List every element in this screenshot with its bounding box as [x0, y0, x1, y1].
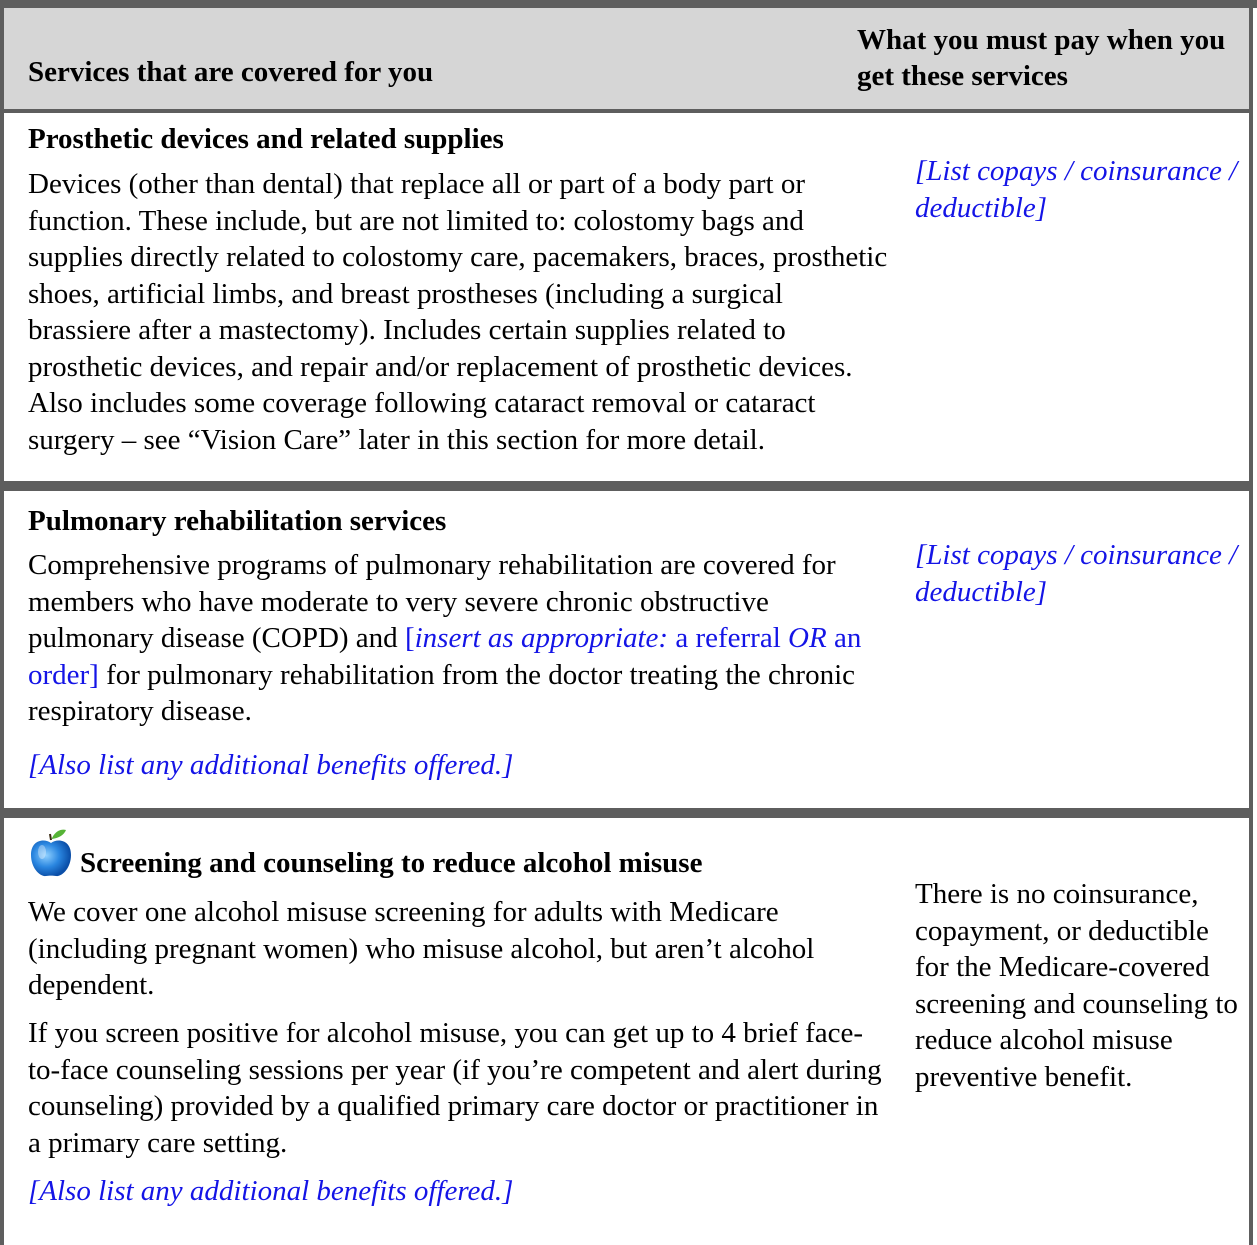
- row-description-1: We cover one alcohol misuse screening for adults with Medicare (including pregnant women) who misuse alcohol, but aren’t alcohol dependent.: [28, 896, 815, 1001]
- table-row-prosthetic: [4, 113, 1249, 491]
- apple-icon: [26, 828, 76, 878]
- row-title: Prosthetic devices and related supplies: [28, 123, 504, 155]
- row-description: [28, 547, 888, 730]
- description-lead: Comprehensive programs of pulmonary rehabilitation are covered for members who have moderate to very severe chronic obstructive pulmonary disease (COPD) and: [28, 549, 836, 654]
- table-row-pulmonary: [4, 491, 1249, 818]
- header-payment-label: What you must pay when you get these services: [857, 24, 1226, 92]
- row-description: Devices (other than dental) that replace all or part of a body part or function. These include, but are not limited to: colostomy bags and supplies directly related to colostomy care, pacemakers, braces, prosthetic shoes, artificial limbs, and breast prostheses (including a surgical brassiere after a mastectomy). Includes certain supplies related to prosthetic devices, and repair and/or replacement of prosthetic devices. Also includes some coverage following cataract removal or cataract surgery – see “Vision Care” later in this section for more detail.: [28, 168, 888, 456]
- row-title: Screening and counseling to reduce alcohol misuse: [80, 847, 703, 879]
- insert-or: OR: [788, 622, 827, 654]
- header-services-label: Services that are covered for you: [28, 56, 434, 88]
- table-row-alcohol-screening: [4, 818, 1249, 1245]
- row-title: Pulmonary rehabilitation services: [28, 505, 447, 537]
- row-payment-placeholder: [List copays / coinsurance / deductible]: [915, 155, 1238, 224]
- description-tail: for pulmonary rehabilitation from the doctor treating the chronic respiratory disease.: [28, 658, 856, 727]
- insert-bracket-open: [: [404, 622, 415, 654]
- insert-option-2: an order]: [28, 622, 862, 691]
- insert-option-1: a referral: [668, 622, 789, 654]
- row-description-2: If you screen positive for alcohol misuse, you can get up to 4 brief face-to-face counseling sessions per year (if you’re competent and alert during counseling) provided by a qualified primary care doctor or practitioner in a primary care setting.: [28, 1017, 882, 1159]
- insert-instruction: insert as appropriate:: [414, 622, 669, 654]
- table-header: [4, 8, 1249, 113]
- row-extra-benefits: [Also list any additional benefits offered.]: [28, 1175, 514, 1207]
- row-payment-text: There is no coinsurance, copayment, or deductible for the Medicare-covered screening and counseling to reduce alcohol misuse preventive benefit.: [915, 878, 1238, 1093]
- table-top-border: [0, 0, 1257, 8]
- row-payment-placeholder: [List copays / coinsurance / deductible]: [915, 539, 1238, 608]
- row-extra-benefits: [Also list any additional benefits offered.]: [28, 749, 514, 781]
